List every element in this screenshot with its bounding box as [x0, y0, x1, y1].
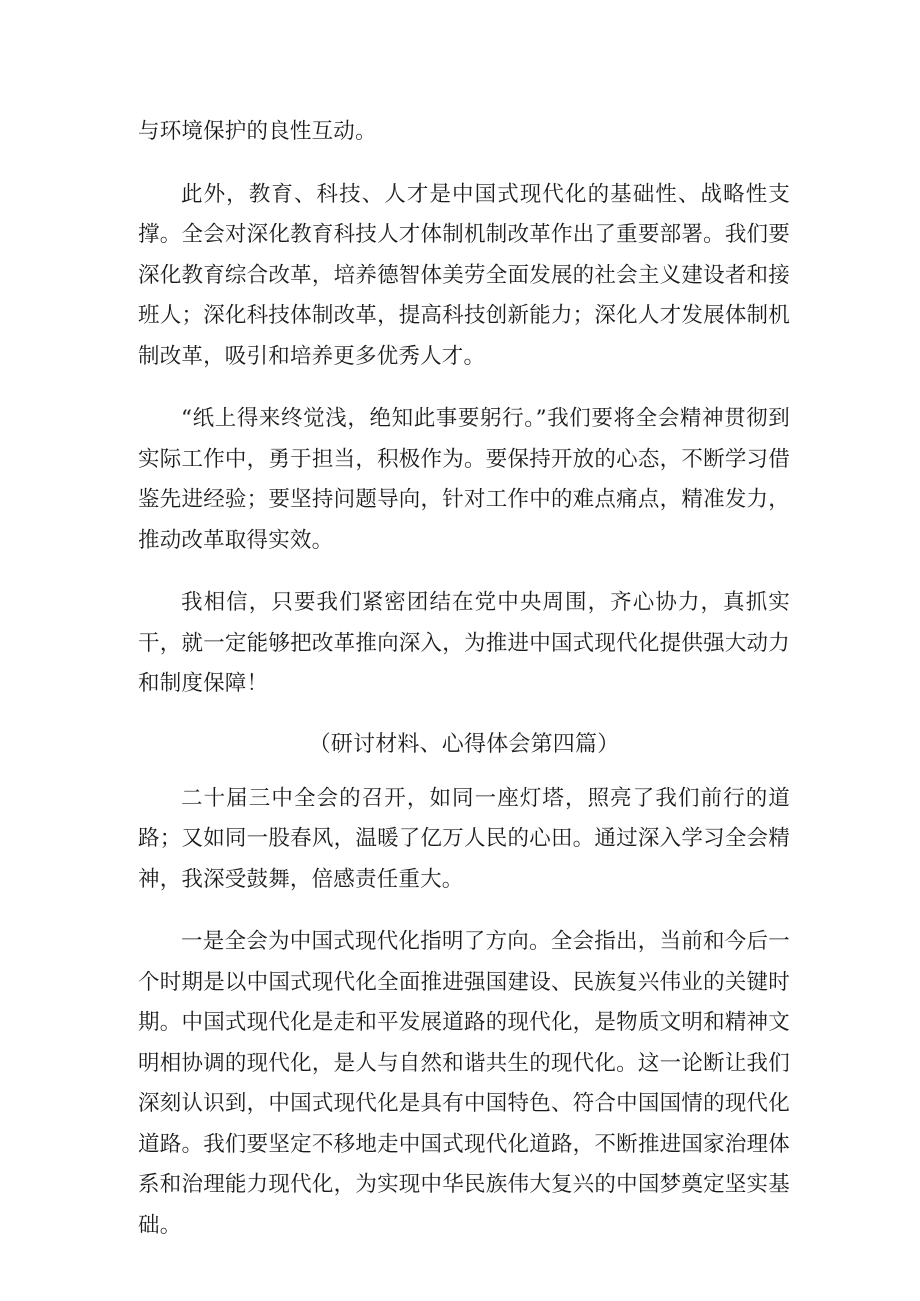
paragraph-education: 此外，教育、科技、人才是中国式现代化的基础性、战略性支撑。全会对深化教育科技人才体制机制改革作出了重要部署。我们要深化教育综合改革，培养德智体美劳全面发展的社会主义建设者和接班人；深化科技体制改革，提高科技创新能力；深化人才发展体制机制改革，吸引和培养更多优秀人才。 [138, 181, 790, 369]
paragraph-conclusion: 我相信，只要我们紧密团结在党中央周围，齐心协力，真抓实干，就一定能够把改革推向深入，为推进中国式现代化提供强大动力和制度保障！ [138, 590, 790, 696]
paragraph-continuation: 与环境保护的良性互动。 [138, 119, 377, 144]
section-heading: （研讨材料、心得体会第四篇） [308, 731, 620, 757]
paragraph-intro: 二十届三中全会的召开，如同一座灯塔，照亮了我们前行的道路；又如同一股春风，温暖了亿万人民的心田。通过深入学习全会精神，我深受鼓舞，倍感责任重大。 [138, 785, 790, 892]
document-page [138, 112, 790, 1246]
paragraph-point-one: 一是全会为中国式现代化指明了方向。全会指出，当前和今后一个时期是以中国式现代化全面推进强国建设、民族复兴伟业的关键时期。中国式现代化是走和平发展道路的现代化，是物质文明和精神文明相协调的现代化，是人与自然和谐共生的现代化。这一论断让我们深刻认识到，中国式现代化是具有中国特色、符合中国国情的现代化道路。我们要坚定不移地走中国式现代化道路，不断推进国家治理体系和治理能力现代化，为实现中华民族伟大复兴的中国梦奠定坚实基础。 [138, 929, 790, 1238]
paragraph-practice: “纸上得来终觉浅，绝知此事要躬行。”我们要将全会精神贯彻到实际工作中，勇于担当，积极作为。要保持开放的心态，不断学习借鉴先进经验；要坚持问题导向，针对工作中的难点痛点，精准发力，推动改革取得实效。 [138, 406, 790, 553]
